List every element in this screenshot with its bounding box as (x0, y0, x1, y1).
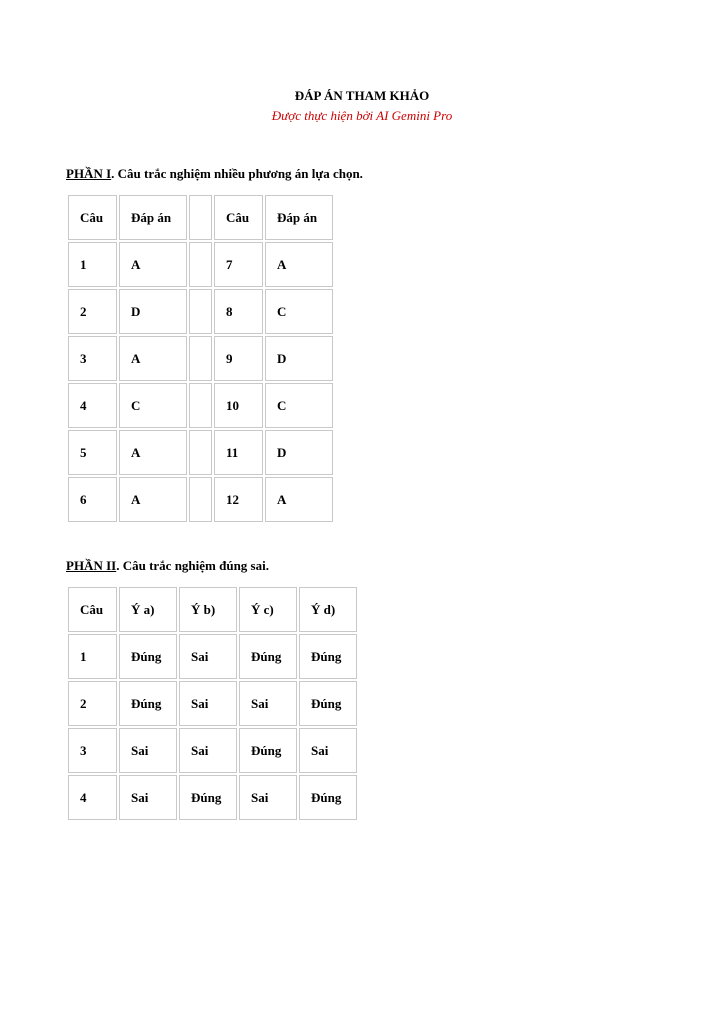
table-row (68, 430, 333, 475)
header-cell: Câu (68, 195, 117, 240)
answer-cell: Đúng (299, 681, 357, 726)
table-row (68, 477, 333, 522)
spacer-cell (189, 383, 212, 428)
header-cell: Ý d) (299, 587, 357, 632)
question-number-cell: 2 (68, 289, 117, 334)
answer-cell: C (265, 289, 333, 334)
table-row (68, 728, 357, 773)
question-number-cell: 6 (68, 477, 117, 522)
document-subtitle: Được thực hiện bởi AI Gemini Pro (271, 108, 453, 123)
answer-cell: Đúng (299, 634, 357, 679)
answer-cell: C (265, 383, 333, 428)
answer-cell: Đúng (239, 728, 297, 773)
question-number-cell: 12 (214, 477, 263, 522)
answer-cell: Đúng (179, 775, 237, 820)
answer-cell: A (265, 242, 333, 287)
spacer-cell (189, 289, 212, 334)
question-number-cell: 2 (68, 681, 117, 726)
table-header-row (68, 195, 333, 240)
answer-cell: A (119, 336, 187, 381)
table-row (68, 775, 357, 820)
table-row (68, 336, 333, 381)
answer-cell: A (119, 242, 187, 287)
answer-cell: Đúng (299, 775, 357, 820)
part2-heading (66, 558, 269, 574)
header-cell: Câu (68, 587, 117, 632)
spacer-cell (189, 336, 212, 381)
table-row (68, 383, 333, 428)
answer-cell: D (119, 289, 187, 334)
answer-cell: D (265, 430, 333, 475)
answer-cell: Đúng (119, 681, 177, 726)
question-number-cell: 1 (68, 242, 117, 287)
part1-heading (66, 166, 363, 182)
question-number-cell: 4 (68, 383, 117, 428)
question-number-cell: 5 (68, 430, 117, 475)
header-cell: Ý c) (239, 587, 297, 632)
question-number-cell: 10 (214, 383, 263, 428)
answer-cell: Đúng (239, 634, 297, 679)
answer-cell: A (265, 477, 333, 522)
answer-cell: A (119, 477, 187, 522)
answer-cell: Sai (239, 775, 297, 820)
part2-label: PHẦN II (66, 558, 117, 573)
header-cell: Câu (214, 195, 263, 240)
spacer-cell (189, 195, 212, 240)
table-row (68, 634, 357, 679)
table-row (68, 289, 333, 334)
part2-answer-table (66, 585, 359, 822)
spacer-cell (189, 242, 212, 287)
header-cell: Đáp án (119, 195, 187, 240)
table-header-row (68, 587, 357, 632)
question-number-cell: 3 (68, 336, 117, 381)
question-number-cell: 8 (214, 289, 263, 334)
part1-label: PHẦN I (66, 166, 112, 181)
answer-cell: Đúng (119, 634, 177, 679)
question-number-cell: 4 (68, 775, 117, 820)
document-title: ĐÁP ÁN THAM KHẢO (294, 88, 430, 103)
table-row (68, 242, 333, 287)
answer-cell: Sai (179, 681, 237, 726)
question-number-cell: 9 (214, 336, 263, 381)
header-cell: Đáp án (265, 195, 333, 240)
answer-cell: Sai (179, 634, 237, 679)
answer-cell: Sai (119, 728, 177, 773)
question-number-cell: 1 (68, 634, 117, 679)
header-cell: Ý b) (179, 587, 237, 632)
spacer-cell (189, 477, 212, 522)
answer-cell: Sai (299, 728, 357, 773)
spacer-cell (189, 430, 212, 475)
answer-cell: D (265, 336, 333, 381)
question-number-cell: 3 (68, 728, 117, 773)
table-row (68, 681, 357, 726)
question-number-cell: 11 (214, 430, 263, 475)
part1-answer-table (66, 193, 335, 524)
question-number-cell: 7 (214, 242, 263, 287)
header-cell: Ý a) (119, 587, 177, 632)
part2-heading-text: . Câu trắc nghiệm đúng sai. (116, 558, 269, 573)
answer-cell: Sai (179, 728, 237, 773)
answer-cell: C (119, 383, 187, 428)
part1-heading-text: . Câu trắc nghiệm nhiều phương án lựa chọn. (111, 166, 363, 181)
answer-cell: A (119, 430, 187, 475)
answer-cell: Sai (119, 775, 177, 820)
answer-cell: Sai (239, 681, 297, 726)
